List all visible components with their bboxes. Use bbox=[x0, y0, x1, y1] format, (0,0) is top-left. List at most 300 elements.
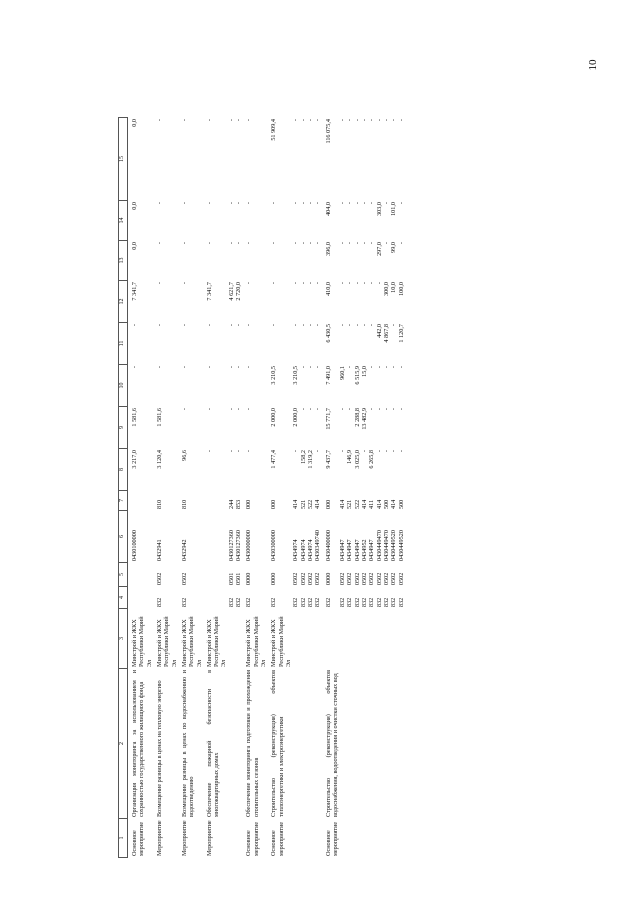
cell-col-3 bbox=[228, 609, 235, 669]
cell-col-9: - bbox=[339, 408, 347, 411]
cell-col-9: - bbox=[368, 408, 376, 411]
cell-col-3: Минстрой и ЖКХ Республики Марий Эл bbox=[155, 616, 178, 667]
cell-col-10: - bbox=[131, 366, 138, 369]
cell-col-12: - bbox=[270, 282, 278, 285]
table-row bbox=[368, 118, 375, 858]
cell-col-3: Минстрой и ЖКХ Республики Марий Эл bbox=[270, 616, 292, 667]
cell-col-9: - bbox=[299, 408, 307, 411]
cell-col-5: 0501 bbox=[235, 572, 243, 585]
cell-col-9: - bbox=[235, 408, 243, 411]
cell-col-2 bbox=[398, 669, 405, 819]
cell-col-5: 0502 bbox=[346, 572, 354, 585]
cell-col-4: 832 bbox=[270, 597, 278, 607]
cell-col-12: 2 720,0 bbox=[235, 282, 243, 301]
rotated-table-page bbox=[118, 118, 612, 858]
cell-col-3 bbox=[292, 609, 299, 669]
cell-col-3 bbox=[383, 609, 390, 669]
cell-col-14: - bbox=[361, 202, 369, 205]
cell-col-11: 442,0 bbox=[375, 324, 383, 338]
cell-col-4: 832 bbox=[361, 597, 369, 607]
cell-col-5: 0502 bbox=[361, 572, 369, 585]
cell-col-14: - bbox=[306, 202, 314, 205]
column-number-15: 15 bbox=[119, 118, 128, 201]
cell-col-4: 832 bbox=[180, 597, 188, 607]
cell-col-9: - bbox=[245, 408, 253, 411]
cell-col-8: - bbox=[390, 450, 398, 453]
cell-col-7: 414 bbox=[375, 499, 383, 509]
cell-col-9: 13 482,9 bbox=[361, 408, 369, 430]
cell-col-9: - bbox=[306, 408, 314, 411]
cell-col-2: Строительство (реконструкция) объектов водоснабжения, водоотведения и очистки сточных вод bbox=[324, 670, 339, 817]
table-row bbox=[346, 118, 353, 858]
cell-col-4: 832 bbox=[299, 597, 307, 607]
cell-col-12: - bbox=[245, 282, 253, 285]
table-row bbox=[314, 118, 321, 858]
cell-col-8: - bbox=[339, 450, 347, 453]
cell-col-5: 0502 bbox=[353, 572, 361, 585]
cell-col-9: - bbox=[205, 408, 213, 411]
cell-col-13: - bbox=[299, 242, 307, 245]
cell-col-8: - bbox=[397, 450, 405, 453]
column-number-10: 10 bbox=[119, 365, 128, 407]
cell-col-11: 6 430,5 bbox=[324, 324, 332, 343]
cell-col-8: 3 120,4 bbox=[155, 450, 163, 469]
cell-col-1: Мероприятие bbox=[180, 820, 188, 856]
cell-col-11: 4 867,8 bbox=[383, 324, 390, 343]
cell-col-14: - bbox=[346, 202, 354, 205]
table-row bbox=[153, 118, 178, 858]
cell-col-10: - bbox=[383, 366, 390, 369]
table-body bbox=[128, 118, 405, 858]
cell-col-12: 100,0 bbox=[397, 282, 405, 296]
cell-col-4: 832 bbox=[368, 597, 376, 607]
cell-col-12: - bbox=[353, 282, 361, 285]
cell-col-5: 0502 bbox=[368, 572, 376, 585]
table-row bbox=[267, 118, 292, 858]
cell-col-9: - bbox=[383, 408, 390, 411]
cell-col-12: 7 341,7 bbox=[131, 282, 138, 301]
cell-col-14: 303,0 bbox=[375, 202, 383, 216]
column-number-7: 7 bbox=[119, 491, 128, 511]
cell-col-8: - bbox=[235, 450, 243, 453]
cell-col-14: - bbox=[205, 202, 213, 205]
cell-col-10: - bbox=[306, 366, 314, 369]
cell-col-1 bbox=[390, 819, 397, 858]
cell-col-1 bbox=[228, 819, 235, 858]
cell-col-15: - bbox=[375, 119, 383, 122]
cell-col-8: - bbox=[375, 450, 383, 453]
column-number-9: 9 bbox=[119, 407, 128, 449]
cell-col-6: 0430449470 bbox=[375, 530, 383, 561]
cell-col-7: 810 bbox=[180, 499, 188, 509]
cell-col-1 bbox=[339, 819, 346, 858]
cell-col-6: 0434947 bbox=[353, 539, 361, 561]
cell-col-4: 832 bbox=[390, 597, 398, 607]
cell-col-10: 6 515,9 bbox=[353, 366, 361, 385]
cell-col-5: 0502 bbox=[314, 572, 322, 585]
cell-col-6: 0430400000 bbox=[324, 530, 332, 561]
cell-col-12: - bbox=[299, 282, 307, 285]
cell-col-6: 0434974 bbox=[299, 539, 307, 561]
cell-col-5: 0502 bbox=[390, 572, 398, 585]
cell-col-9: - bbox=[314, 408, 322, 411]
cell-col-12: 10,0 bbox=[390, 282, 398, 293]
cell-col-15: - bbox=[292, 119, 300, 122]
cell-col-13: - bbox=[180, 242, 188, 245]
cell-col-14: - bbox=[314, 202, 322, 205]
column-number-14: 14 bbox=[119, 201, 128, 241]
cell-col-13: - bbox=[339, 242, 347, 245]
cell-col-8: - bbox=[227, 450, 235, 453]
cell-col-4 bbox=[128, 587, 153, 609]
cell-col-8: 1 319,2 bbox=[306, 450, 314, 469]
column-number-5: 5 bbox=[119, 563, 128, 587]
cell-col-13: 396,0 bbox=[324, 242, 332, 256]
cell-col-15: - bbox=[245, 119, 253, 122]
cell-col-9: 2 288,8 bbox=[353, 408, 361, 427]
cell-col-13: - bbox=[306, 242, 314, 245]
cell-col-3 bbox=[339, 609, 346, 669]
cell-col-4: 832 bbox=[383, 597, 390, 607]
cell-col-2 bbox=[292, 669, 299, 819]
cell-col-6: 0434947 bbox=[339, 539, 347, 561]
cell-col-11: - bbox=[368, 324, 376, 327]
cell-col-11: - bbox=[390, 324, 398, 327]
cell-col-6: 0430449520 bbox=[397, 530, 405, 561]
cell-col-10: 7 491,0 bbox=[324, 366, 332, 385]
cell-col-2 bbox=[368, 669, 375, 819]
cell-col-10: 960,1 bbox=[339, 366, 347, 380]
table-row bbox=[300, 118, 307, 858]
cell-col-13: - bbox=[368, 242, 376, 245]
cell-col-8: 9 437,7 bbox=[324, 450, 332, 469]
cell-col-5: 0502 bbox=[375, 572, 383, 585]
cell-col-14: - bbox=[299, 202, 307, 205]
cell-col-8: 146,9 bbox=[346, 450, 354, 464]
cell-col-5: 0501 bbox=[227, 572, 235, 585]
table-row bbox=[228, 118, 235, 858]
cell-col-9: - bbox=[180, 408, 188, 411]
cell-col-9: 15 771,7 bbox=[324, 408, 332, 430]
cell-col-4: 832 bbox=[353, 597, 361, 607]
cell-col-15: - bbox=[361, 119, 369, 122]
cell-col-7: 414 bbox=[390, 499, 398, 509]
cell-col-13: 0,0 bbox=[131, 242, 138, 250]
cell-col-10: 3 210,5 bbox=[270, 366, 278, 385]
cell-col-9: 2 000,0 bbox=[292, 408, 300, 427]
cell-col-14: - bbox=[339, 202, 347, 205]
cell-col-15: - bbox=[339, 119, 347, 122]
cell-col-14: 0,0 bbox=[131, 202, 138, 210]
cell-col-15: - bbox=[383, 119, 390, 122]
cell-col-2 bbox=[390, 669, 397, 819]
cell-col-5: 0502 bbox=[180, 572, 188, 585]
cell-col-2: Обеспечение пожарной безопасности в многоквартирных домах bbox=[205, 670, 221, 817]
cell-col-1: Мероприятие bbox=[205, 820, 213, 856]
cell-col-13: - bbox=[361, 242, 369, 245]
cell-col-11: - bbox=[270, 324, 278, 327]
cell-col-5 bbox=[203, 563, 228, 587]
cell-col-10: - bbox=[299, 366, 307, 369]
cell-col-2 bbox=[307, 669, 314, 819]
cell-col-5: 0000 bbox=[324, 572, 332, 585]
cell-col-2: Возмещение разницы в ценах на тепловую энергию bbox=[155, 680, 163, 817]
table-row bbox=[128, 118, 153, 858]
cell-col-1: Основное мероприятие bbox=[324, 821, 339, 856]
cell-col-13: - bbox=[346, 242, 354, 245]
cell-col-3 bbox=[322, 609, 340, 669]
cell-col-11: - bbox=[346, 324, 354, 327]
cell-col-7: 414 bbox=[339, 499, 347, 509]
cell-col-1: Основное мероприятие bbox=[245, 821, 260, 856]
cell-col-12: - bbox=[292, 282, 300, 285]
cell-col-8: 6 265,8 bbox=[368, 450, 376, 469]
cell-col-4: 832 bbox=[397, 597, 405, 607]
cell-col-14: - bbox=[383, 202, 390, 205]
table-row bbox=[307, 118, 314, 858]
table-row bbox=[322, 118, 340, 858]
cell-col-14: - bbox=[368, 202, 376, 205]
cell-col-10: - bbox=[314, 366, 322, 369]
cell-col-7: 244 bbox=[227, 499, 235, 509]
cell-col-9: 2 000,0 bbox=[270, 408, 278, 427]
cell-col-1 bbox=[314, 819, 321, 858]
cell-col-13: - bbox=[205, 242, 213, 245]
cell-col-7: 522 bbox=[306, 499, 314, 509]
cell-col-15: - bbox=[346, 119, 354, 122]
cell-col-14: - bbox=[353, 202, 361, 205]
cell-col-12: 300,0 bbox=[383, 282, 390, 296]
cell-col-4: 832 bbox=[292, 597, 300, 607]
cell-col-3 bbox=[307, 609, 314, 669]
cell-col-5: 0502 bbox=[292, 572, 300, 585]
cell-col-13: - bbox=[155, 242, 163, 245]
cell-col-15: - bbox=[397, 119, 405, 122]
cell-col-6: 0434974 bbox=[292, 539, 300, 561]
cell-col-11: - bbox=[292, 324, 300, 327]
cell-col-3 bbox=[235, 609, 242, 669]
column-number-2: 2 bbox=[119, 669, 128, 819]
cell-col-15: - bbox=[368, 119, 376, 122]
cell-col-10: - bbox=[368, 366, 376, 369]
cell-col-6: 0430449470 bbox=[383, 530, 390, 561]
cell-col-5: 0502 bbox=[397, 572, 405, 585]
cell-col-6: 0434947 bbox=[368, 539, 376, 561]
cell-col-4: 832 bbox=[314, 597, 322, 607]
cell-col-6: 0430300000 bbox=[270, 530, 278, 561]
cell-col-7: 000 bbox=[245, 499, 253, 509]
cell-col-6: 0432941 bbox=[155, 539, 163, 561]
cell-col-7: 853 bbox=[235, 499, 243, 509]
column-number-4: 4 bbox=[119, 587, 128, 609]
cell-col-11: - bbox=[306, 324, 314, 327]
cell-col-8: - bbox=[205, 450, 213, 453]
cell-col-7: 500 bbox=[397, 499, 405, 509]
cell-col-12: 4 621,7 bbox=[227, 282, 235, 301]
cell-col-15: 116 075,4 bbox=[324, 119, 332, 144]
cell-col-3 bbox=[354, 609, 361, 669]
cell-col-13: - bbox=[397, 242, 405, 245]
cell-col-6: 0430100000 bbox=[131, 530, 138, 561]
column-number-13: 13 bbox=[119, 241, 128, 281]
cell-col-10: - bbox=[227, 366, 235, 369]
cell-col-9: - bbox=[346, 408, 354, 411]
cell-col-4: 832 bbox=[155, 597, 163, 607]
cell-col-12: 410,0 bbox=[324, 282, 332, 296]
cell-col-3: Минстрой и ЖКХ Республики Марий Эл bbox=[180, 616, 203, 667]
cell-col-7 bbox=[203, 491, 228, 511]
cell-col-11: - bbox=[227, 324, 235, 327]
cell-col-11: - bbox=[180, 324, 188, 327]
table-row bbox=[178, 118, 203, 858]
cell-col-7: 414 bbox=[292, 499, 300, 509]
cell-col-5: 0000 bbox=[270, 572, 278, 585]
cell-col-6: 0434974 bbox=[306, 539, 314, 561]
cell-col-12: - bbox=[306, 282, 314, 285]
cell-col-9: 1 581,6 bbox=[155, 408, 163, 427]
cell-col-12: - bbox=[346, 282, 354, 285]
cell-col-11: - bbox=[155, 324, 163, 327]
table-row bbox=[383, 118, 390, 858]
cell-col-1: Мероприятие bbox=[155, 820, 163, 856]
cell-col-2 bbox=[228, 669, 235, 819]
cell-col-10: - bbox=[375, 366, 383, 369]
cell-col-3 bbox=[398, 609, 405, 669]
cell-col-1 bbox=[307, 819, 314, 858]
cell-col-2 bbox=[354, 669, 361, 819]
cell-col-3: Минстрой и ЖКХ Республики Марий Эл bbox=[205, 616, 228, 667]
cell-col-8: - bbox=[292, 450, 300, 453]
cell-col-7: 000 bbox=[324, 499, 332, 509]
table-row bbox=[235, 118, 242, 858]
cell-col-8: - bbox=[314, 450, 322, 453]
cell-col-7: 411 bbox=[368, 499, 376, 509]
cell-col-15: - bbox=[227, 119, 235, 122]
cell-col-9: - bbox=[397, 408, 405, 411]
cell-col-7: 000 bbox=[270, 499, 278, 509]
cell-col-11: - bbox=[299, 324, 307, 327]
column-number-8: 8 bbox=[119, 449, 128, 491]
cell-col-10: - bbox=[390, 366, 398, 369]
cell-col-3: Минстрой и ЖКХ Республики Марий Эл bbox=[131, 616, 153, 667]
cell-col-5: 0502 bbox=[299, 572, 307, 585]
cell-col-12: - bbox=[314, 282, 322, 285]
table-row bbox=[390, 118, 397, 858]
cell-col-5: 0000 bbox=[245, 572, 253, 585]
cell-col-13: - bbox=[245, 242, 253, 245]
cell-col-10: - bbox=[397, 366, 405, 369]
cell-col-15: - bbox=[155, 119, 163, 122]
cell-col-7 bbox=[128, 491, 153, 511]
column-number-6: 6 bbox=[119, 511, 128, 563]
cell-col-1 bbox=[235, 819, 242, 858]
cell-col-8: 3 025,0 bbox=[353, 450, 361, 469]
cell-col-14: 404,0 bbox=[324, 202, 332, 216]
cell-col-11: - bbox=[361, 324, 369, 327]
cell-col-1 bbox=[398, 819, 405, 858]
cell-col-11: - bbox=[205, 324, 213, 327]
cell-col-11: - bbox=[314, 324, 322, 327]
cell-col-14: - bbox=[180, 202, 188, 205]
cell-col-9: - bbox=[390, 408, 398, 411]
cell-col-4: 832 bbox=[375, 597, 383, 607]
cell-col-13: - bbox=[353, 242, 361, 245]
cell-col-15: - bbox=[390, 119, 398, 122]
cell-col-15: - bbox=[353, 119, 361, 122]
cell-col-1 bbox=[368, 819, 375, 858]
cell-col-7: 414 bbox=[361, 499, 369, 509]
cell-col-15: - bbox=[299, 119, 307, 122]
cell-col-7: 414 bbox=[314, 499, 322, 509]
cell-col-4: 832 bbox=[245, 597, 253, 607]
cell-col-15: - bbox=[235, 119, 243, 122]
cell-col-7: 810 bbox=[155, 499, 163, 509]
cell-col-14: 101,0 bbox=[390, 202, 398, 216]
cell-col-5: 0502 bbox=[155, 572, 163, 585]
cell-col-14: - bbox=[270, 202, 278, 205]
column-number-row bbox=[119, 118, 128, 858]
cell-col-4: 832 bbox=[324, 597, 332, 607]
column-number-1: 1 bbox=[119, 819, 128, 858]
cell-col-5 bbox=[128, 563, 153, 587]
cell-col-9: - bbox=[227, 408, 235, 411]
cell-col-2 bbox=[376, 669, 383, 819]
cell-col-4: 832 bbox=[339, 597, 347, 607]
cell-col-12: - bbox=[339, 282, 347, 285]
cell-col-2 bbox=[314, 669, 321, 819]
cell-col-1 bbox=[354, 819, 361, 858]
cell-col-13: - bbox=[235, 242, 243, 245]
cell-col-2: Строительство (реконструкция) объектов теплоэнергетики и электроэнергетики bbox=[270, 670, 285, 817]
table-row bbox=[339, 118, 346, 858]
cell-col-2 bbox=[346, 669, 353, 819]
cell-col-8: 96,6 bbox=[180, 450, 188, 461]
cell-col-10: 3 210,5 bbox=[292, 366, 300, 385]
cell-col-14: - bbox=[292, 202, 300, 205]
table-row bbox=[398, 118, 405, 858]
cell-col-15: - bbox=[180, 119, 188, 122]
page-number: 10 bbox=[587, 59, 599, 71]
cell-col-5: 0502 bbox=[383, 572, 390, 585]
cell-col-3 bbox=[376, 609, 383, 669]
cell-col-9: 1 581,6 bbox=[131, 408, 138, 427]
cell-col-2 bbox=[235, 669, 242, 819]
cell-col-10: - bbox=[346, 366, 354, 369]
cell-col-13: 99,0 bbox=[390, 242, 398, 253]
cell-col-6: 0430449520 bbox=[390, 530, 398, 561]
program-funding-table bbox=[118, 117, 405, 858]
cell-col-1 bbox=[376, 819, 383, 858]
cell-col-13: - bbox=[383, 242, 390, 245]
cell-col-7: 522 bbox=[353, 499, 361, 509]
cell-col-12: 7 341,7 bbox=[205, 282, 213, 301]
cell-col-10: 15,0 bbox=[361, 366, 369, 377]
cell-col-13: - bbox=[314, 242, 322, 245]
cell-col-3 bbox=[346, 609, 353, 669]
column-number-3: 3 bbox=[119, 609, 128, 669]
cell-col-2 bbox=[361, 669, 368, 819]
cell-col-12: - bbox=[368, 282, 376, 285]
cell-col-3 bbox=[361, 609, 368, 669]
cell-col-2 bbox=[383, 669, 390, 819]
cell-col-1 bbox=[300, 819, 307, 858]
cell-col-2 bbox=[300, 669, 307, 819]
table-row bbox=[203, 118, 228, 858]
cell-col-15: - bbox=[314, 119, 322, 122]
cell-col-4 bbox=[203, 587, 228, 609]
cell-col-15: 51 909,4 bbox=[270, 119, 278, 141]
cell-col-6: 0430127360 bbox=[235, 530, 243, 561]
